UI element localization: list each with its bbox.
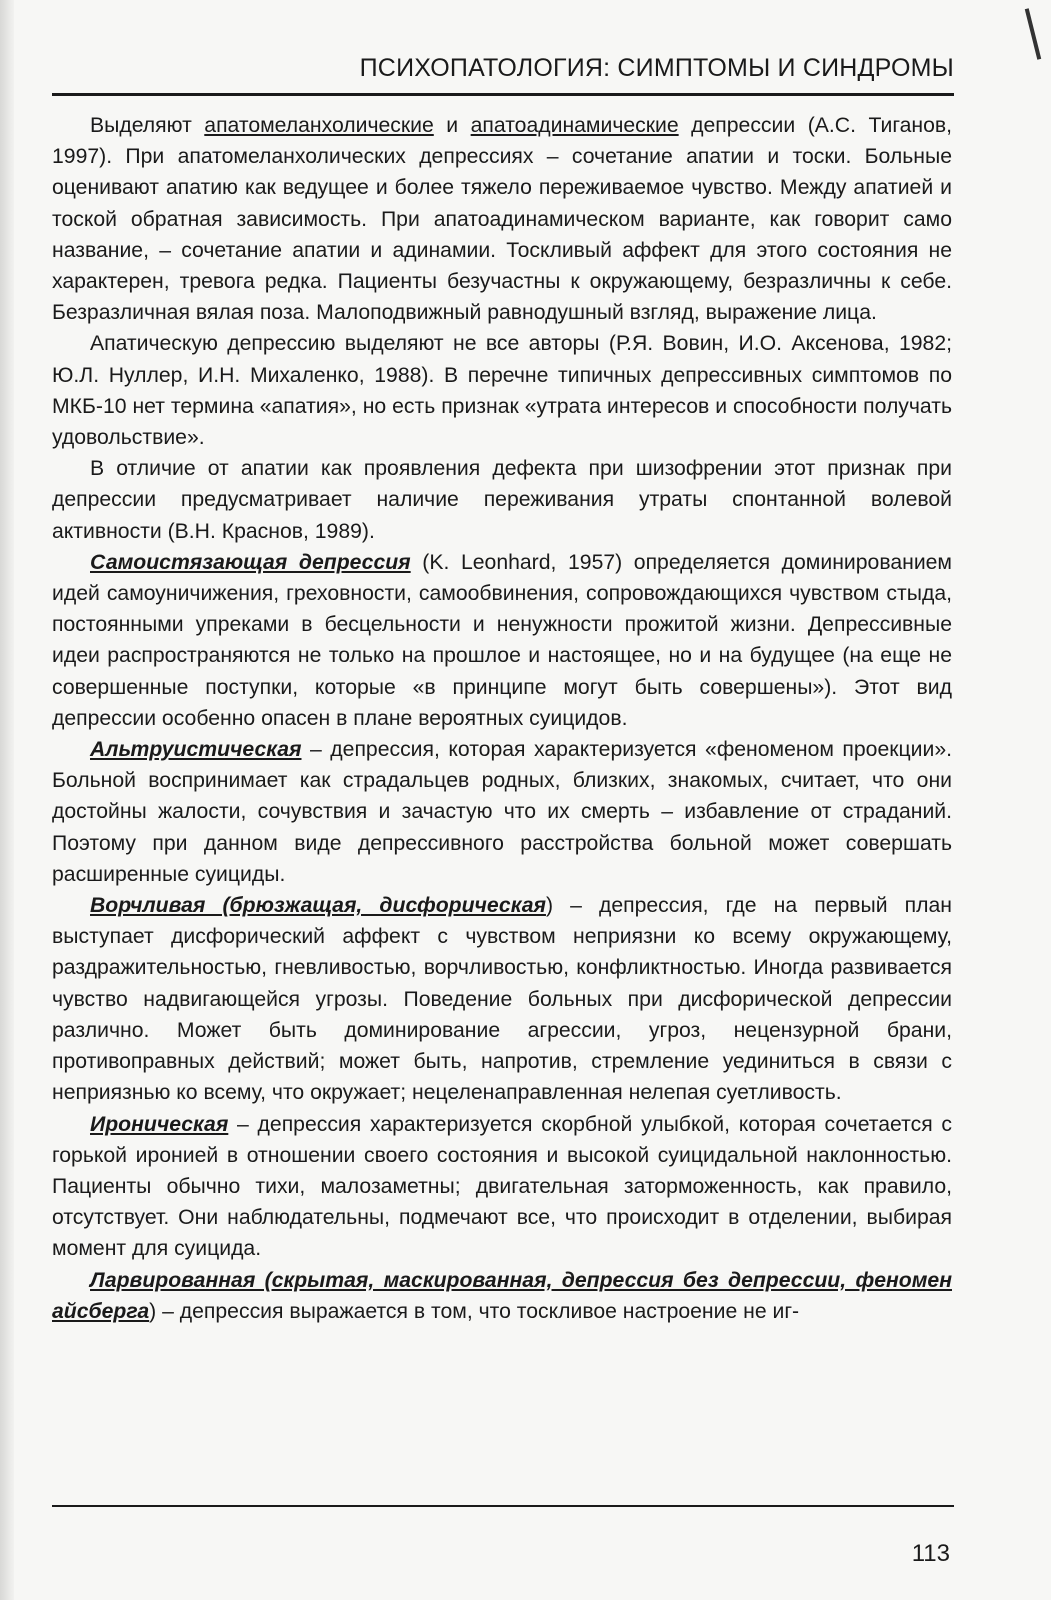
paragraph-self-torturing: Самоистязающая депрессия (K. Leonhard, 1957) определяется доминированием идей самоуничижения, греховности, самообвинения, сопровождающихся чувством стыда, постоянными упреками в бесцельности и ненужности прожитой жизни. Депрессивные идеи распространяются не только на прошлое и настоящее, но и на будущее (на еще не совершенные поступки, которые «в принципе могут быть совершены»). Этот вид депрессии особенно опасен в плане вероятных суицидов. <box>52 550 953 730</box>
page-number: 113 <box>911 1540 950 1567</box>
body-text <box>52 110 952 1327</box>
paragraph-apathy-types: Выделяют апатомеланхолические и апатоадинамические депрессии (А.С. Тиганов, 1997). При апатомеланхолических депрессиях – сочетание апатии и тоски. Больные оценивают апатию как ведущее и более тяжело переживаемое чувство. Между апатией и тоской обратная зависимость. При апатоадинамическом варианте, как говорит само название, – сочетание апатии и адинамии. Тоскливый аффект для этого состояния не характерен, тревога редка. Пациенты безучастны к окружающему, безразличны к себе. Безразличная вялая поза. Малоподвижный равнодушный взгляд, выражение лица. <box>52 114 952 325</box>
term-larvated: Ларвированная (скрытая, маскированная, депрессия без депрессии, феномен айсберга <box>52 1268 952 1323</box>
term-grumbling: Ворчливая (брюзжащая, дисфорическая <box>90 894 546 918</box>
paragraph-larvated: Ларвированная (скрытая, маскированная, депрессия без депрессии, феномен айсберга) – депрессия выражается в том, что тоскливое настроение не иг- <box>52 1268 952 1323</box>
paragraph-schizophrenia-apathy: В отличие от апатии как проявления дефекта при шизофрении этот признак при депрессии предусматривает наличие переживания утраты спонтанной волевой активности (В.Н. Краснов, 1989). <box>52 457 952 543</box>
term-altruistic: Альтруистическая <box>90 738 302 762</box>
paragraph-grumbling: Ворчливая (брюзжащая, дисфорическая) – депрессия, где на первый план выступает дисфорический аффект с чувством неприязни ко всему окружающему, раздражительностью, гневливостью, ворчливостью, конфликтностью. Иногда развивается чувство надвигающейся угрозы. Поведение больных при дисфорической депрессии различно. Может быть доминирование агрессии, угроз, нецензурной брани, противоправных действий; может быть, напротив, стремление уединиться в связи с неприязнью ко всему, что окружает; нецеленаправленная нелепая суетливость. <box>52 894 952 1105</box>
term-apatomelancholic: апатомеланхолические <box>204 114 434 137</box>
term-apatoadynamic: апатоадинамические <box>470 114 679 137</box>
scan-corner-mark <box>1025 8 1041 59</box>
footer-rule <box>52 1505 954 1507</box>
term-ironic: Ироническая <box>90 1112 229 1136</box>
page-edge-shadow <box>0 0 14 1600</box>
running-header: ПСИХОПАТОЛОГИЯ: СИМПТОМЫ И СИНДРОМЫ <box>52 54 954 96</box>
paragraph-apathetic-depression: Апатическую депрессию выделяют не все авторы (Р.Я. Вовин, И.О. Аксенова, 1982; Ю.Л. Нуллер, И.Н. Михаленко, 1988). В перечне типичных депрессивных симптомов по МКБ-10 нет термина «апатия», но есть признак «утрата интересов и способности получать удовольствие». <box>52 332 952 450</box>
paragraph-altruistic: Альтруистическая – депрессия, которая характеризуется «феноменом проекции». Больной воспринимает как страдальцев родных, близких, знакомых, считает, что они достойны жалости, сочувствия и зачастую что их смерть – избавление от страданий. Поэтому при данном виде депрессивного расстройства больной может совершать расширенные суициды. <box>52 738 952 886</box>
paragraph-ironic: Ироническая – депрессия характеризуется скорбной улыбкой, которая сочетается с горькой иронией в отношении своего состояния и высокой суицидальной наклонностью. Пациенты обычно тихи, малозаметны; двигательная заторможенность, как правило, отсутствует. Они наблюдательны, подмечают все, что происходит в отделении, выбирая момент для суицида. <box>52 1112 952 1261</box>
term-self-torturing: Самоистязающая депрессия <box>90 550 411 574</box>
